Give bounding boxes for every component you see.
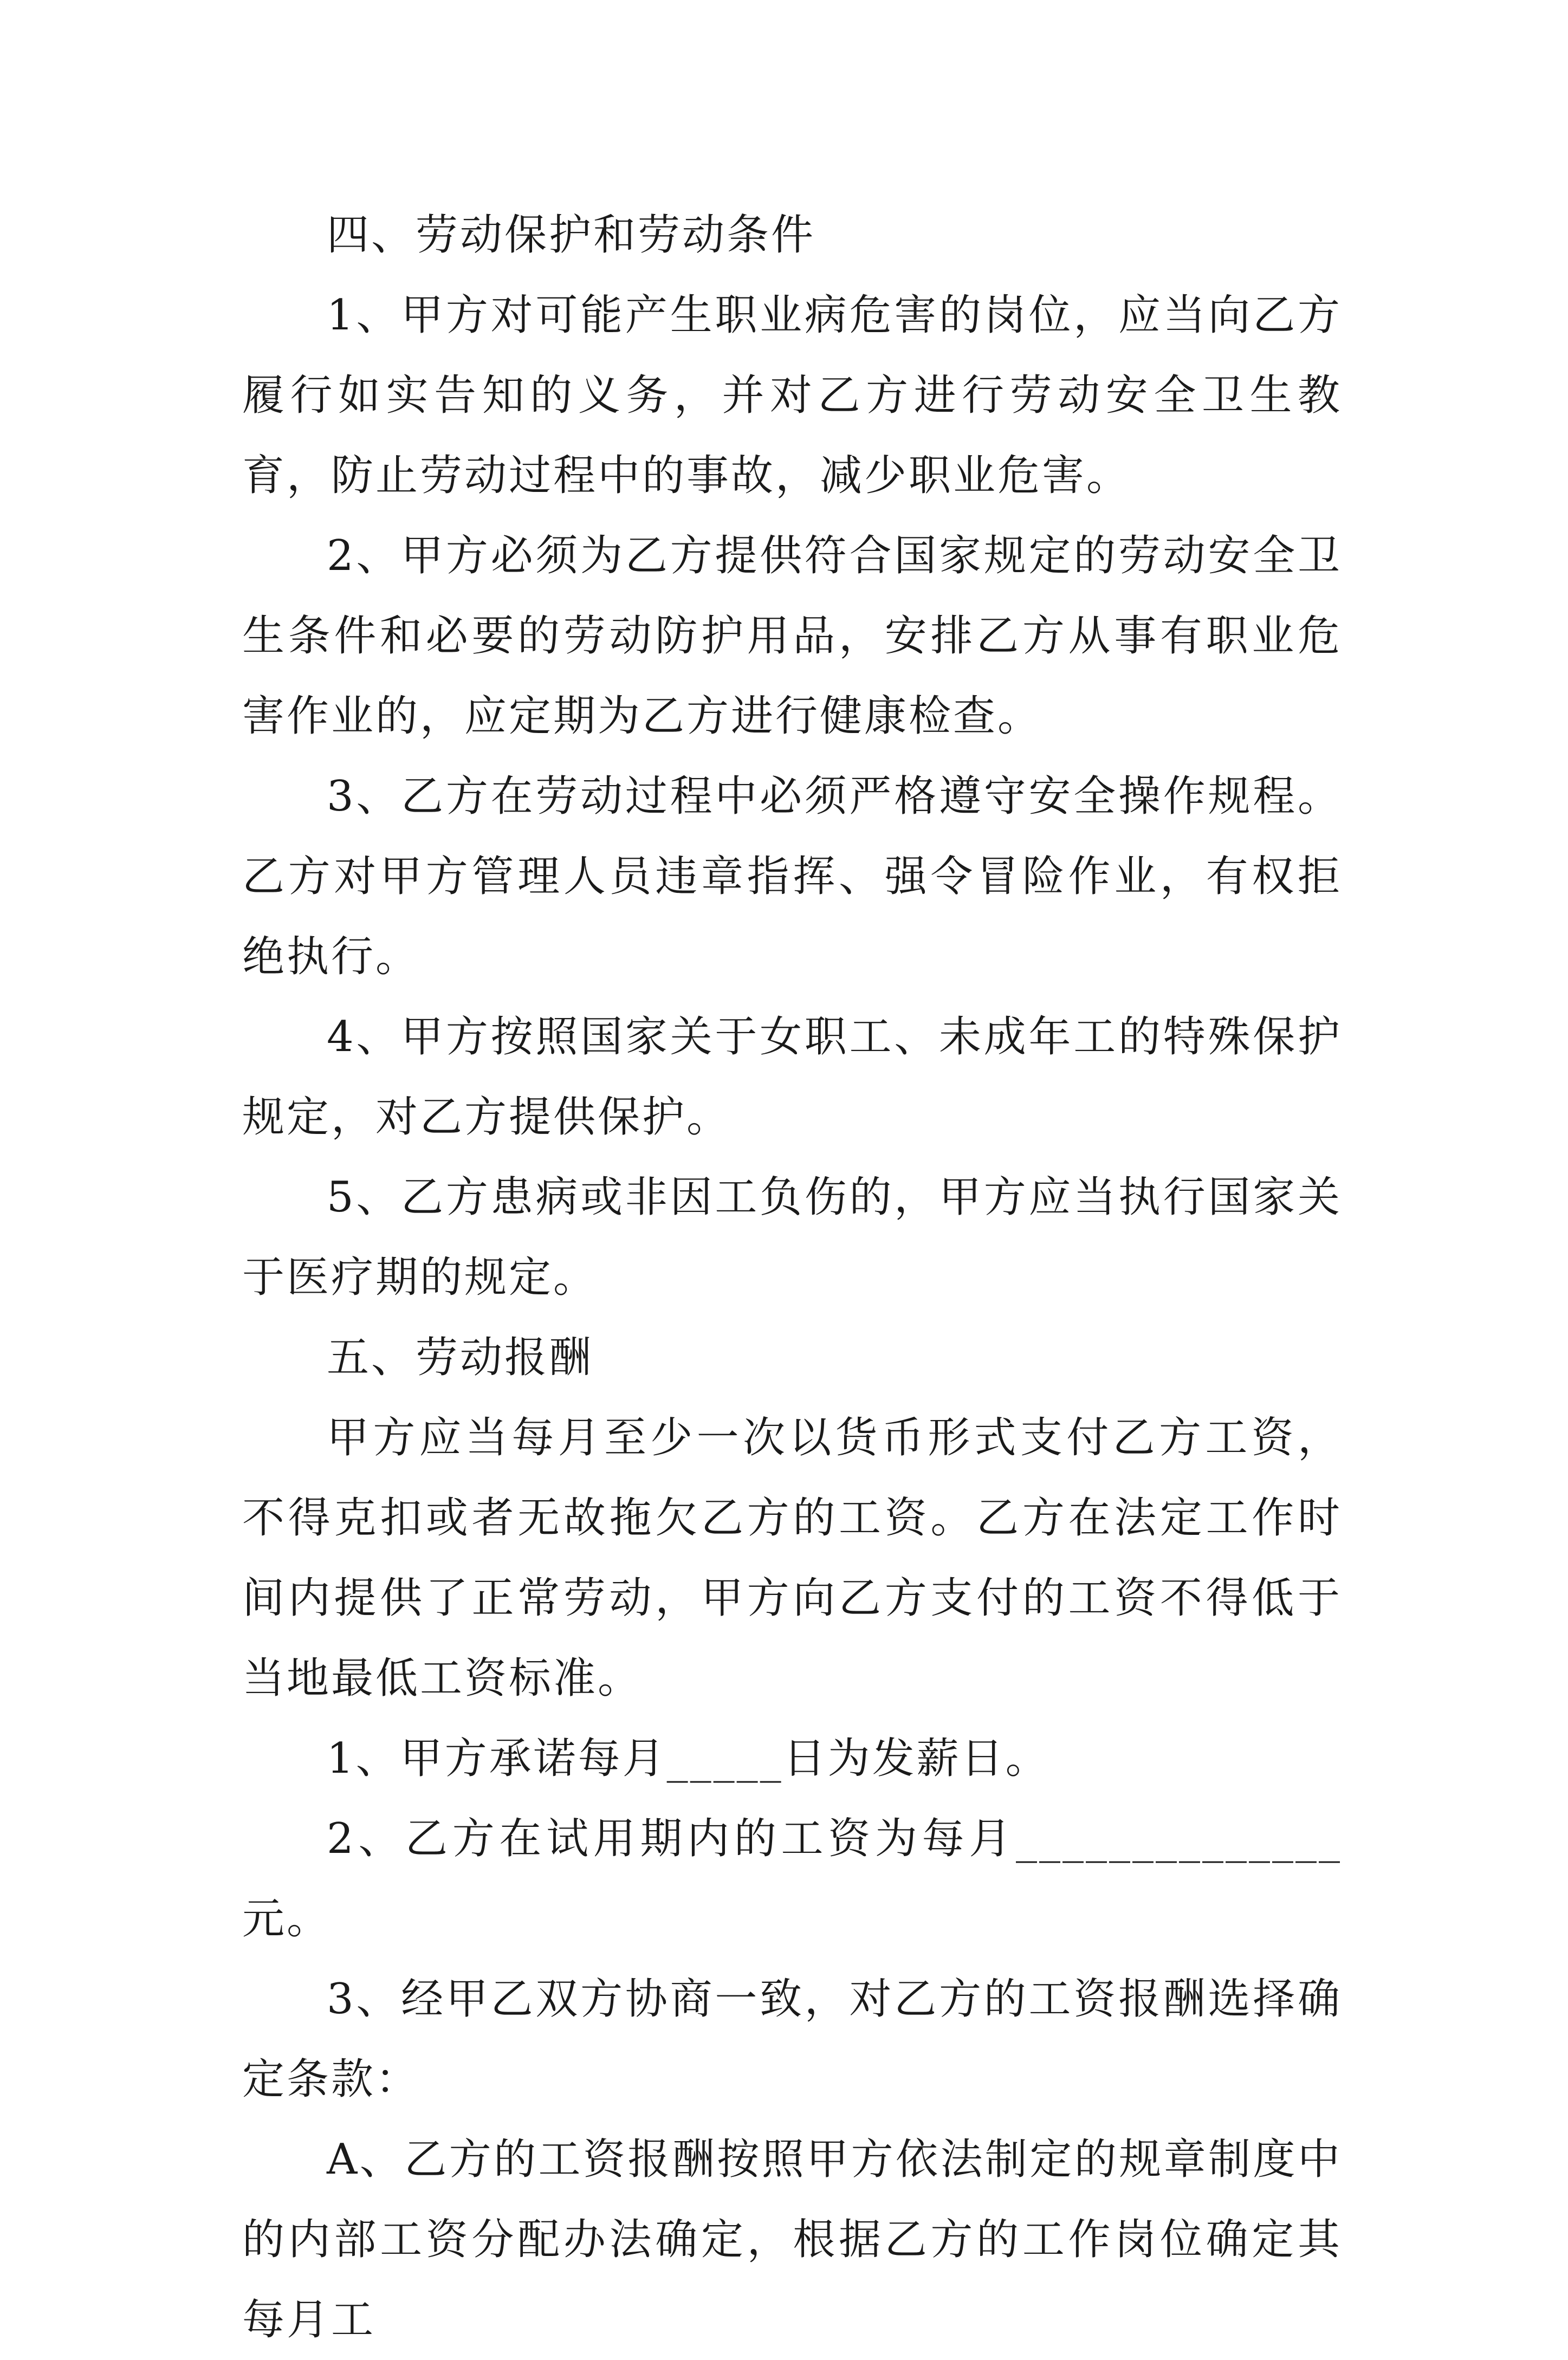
paragraph-safety-conditions: 2、甲方必须为乙方提供符合国家规定的劳动安全卫生条件和必要的劳动防护用品，安排乙方从事有职业危害作业的，应定期为乙方进行健康检查。 xyxy=(242,531,1342,741)
paragraph-probation-wage: 2、乙方在试用期内的工资为每月______________元。 xyxy=(242,1814,1342,1943)
section-heading-labor-protection: 四、劳动保护和劳动条件 xyxy=(327,211,816,260)
paragraph-safety-rules: 3、乙方在劳动过程中必须严格遵守安全操作规程。乙方对甲方管理人员违章指挥、强令冒险作业，有权拒绝执行。 xyxy=(242,772,1342,981)
paragraph-wage-terms: 3、经甲乙双方协商一致，对乙方的工资报酬选择确定条款： xyxy=(242,1975,1342,2104)
paragraph-special-protection: 4、甲方按照国家关于女职工、未成年工的特殊保护规定，对乙方提供保护。 xyxy=(242,1013,1342,1142)
paragraph-internal-wage-distribution: A、乙方的工资报酬按照甲方依法制定的规章制度中的内部工资分配办法确定，根据乙方的工作岗位确定其每月工 xyxy=(242,2135,1342,2344)
paragraph-payday: 1、甲方承诺每月_____日为发薪日。 xyxy=(327,1734,1050,1783)
paragraph-occupational-hazard-notice: 1、甲方对可能产生职业病危害的岗位，应当向乙方履行如实告知的义务，并对乙方进行劳动安全卫生教育，防止劳动过程中的事故，减少职业危害。 xyxy=(242,291,1342,500)
paragraph-medical-period: 5、乙方患病或非因工负伤的，甲方应当执行国家关于医疗期的规定。 xyxy=(242,1173,1342,1302)
document-body xyxy=(242,195,1342,2360)
section-heading-remuneration: 五、劳动报酬 xyxy=(327,1333,594,1382)
paragraph-wage-payment: 甲方应当每月至少一次以货币形式支付乙方工资，不得克扣或者无故拖欠乙方的工资。乙方在法定工作时间内提供了正常劳动，甲方向乙方支付的工资不得低于当地最低工资标准。 xyxy=(242,1414,1342,1703)
